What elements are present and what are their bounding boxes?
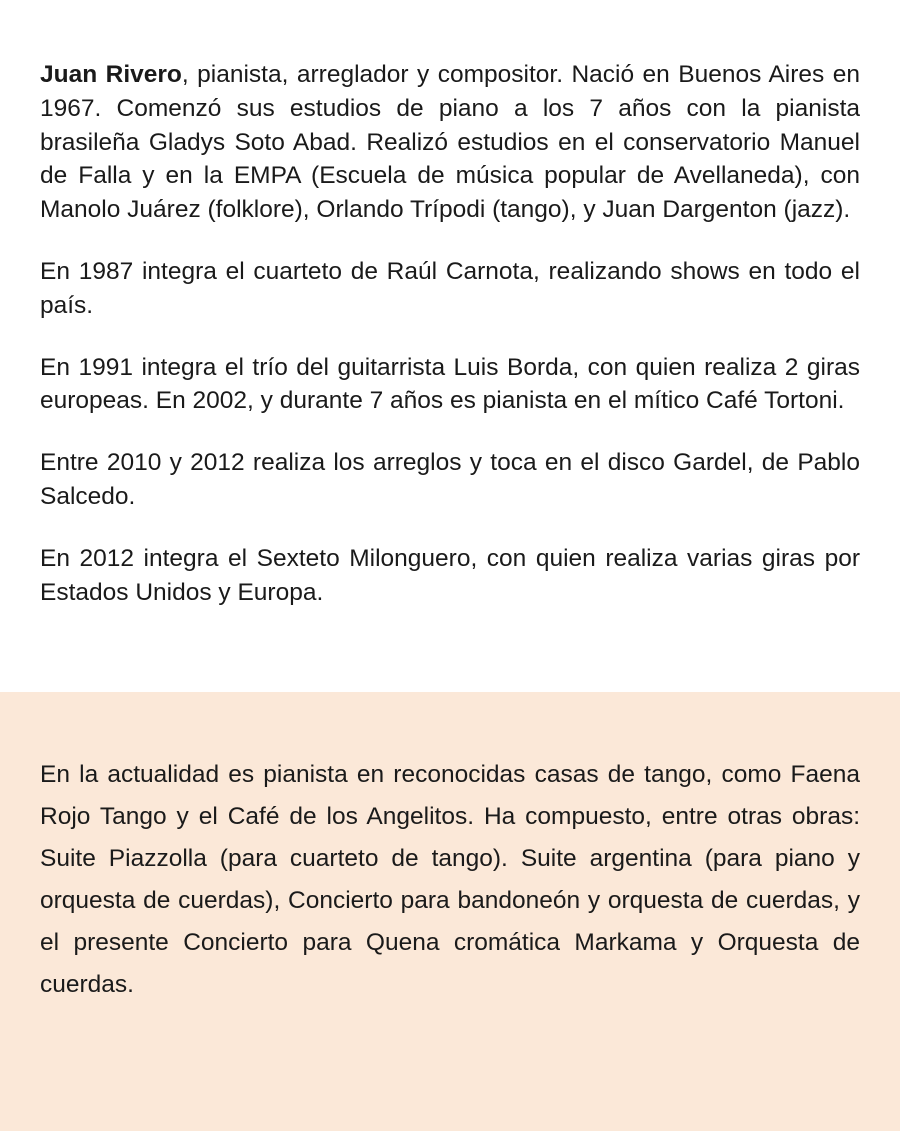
current-activity-paragraph: En la actualidad es pianista en reconocidas casas de tango, como Faena Rojo Tango y el Café de los Angelitos. Ha compuesto, entre otras obras: Suite Piazzolla (para cuarteto de tango). Suite argentina (para piano y orquesta de cuerdas), Concierto para bandoneón y orquesta de cuerdas, y el presente Concierto para Quena cromática Markama y Orquesta de cuerdas.	[40, 761, 860, 998]
artist-name: Juan Rivero	[40, 61, 182, 88]
intro-text: , pianista, arreglador y compositor. Nació en Buenos Aires en 1967. Comenzó sus estudios de piano a los 7 años con la pianista brasileña Gladys Soto Abad. Realizó estudios en el conservatorio Manuel de Falla y en la EMPA (Escuela de música popular de Avellaneda), con Manolo Juárez (folklore), Orlando Trípodi (tango), y Juan Dargenton (jazz).	[40, 61, 860, 224]
bio-paragraph-2010: Entre 2010 y 2012 realiza los arreglos y toca en el disco Gardel, de Pablo Salcedo.	[40, 449, 860, 510]
bio-paragraph-1991: En 1991 integra el trío del guitarrista Luis Borda, con quien realiza 2 giras europeas. En 2002, y durante 7 años es pianista en el mítico Café Tortoni.	[40, 353, 860, 415]
current-activity-panel	[0, 692, 900, 1131]
intro-paragraph	[40, 58, 860, 227]
bio-paragraph-2012: En 2012 integra el Sexteto Milonguero, con quien realiza varias giras por Estados Unidos y Europa.	[40, 544, 860, 606]
bio-paragraph-1987: En 1987 integra el cuarteto de Raúl Carnota, realizando shows en todo el país.	[40, 257, 860, 319]
